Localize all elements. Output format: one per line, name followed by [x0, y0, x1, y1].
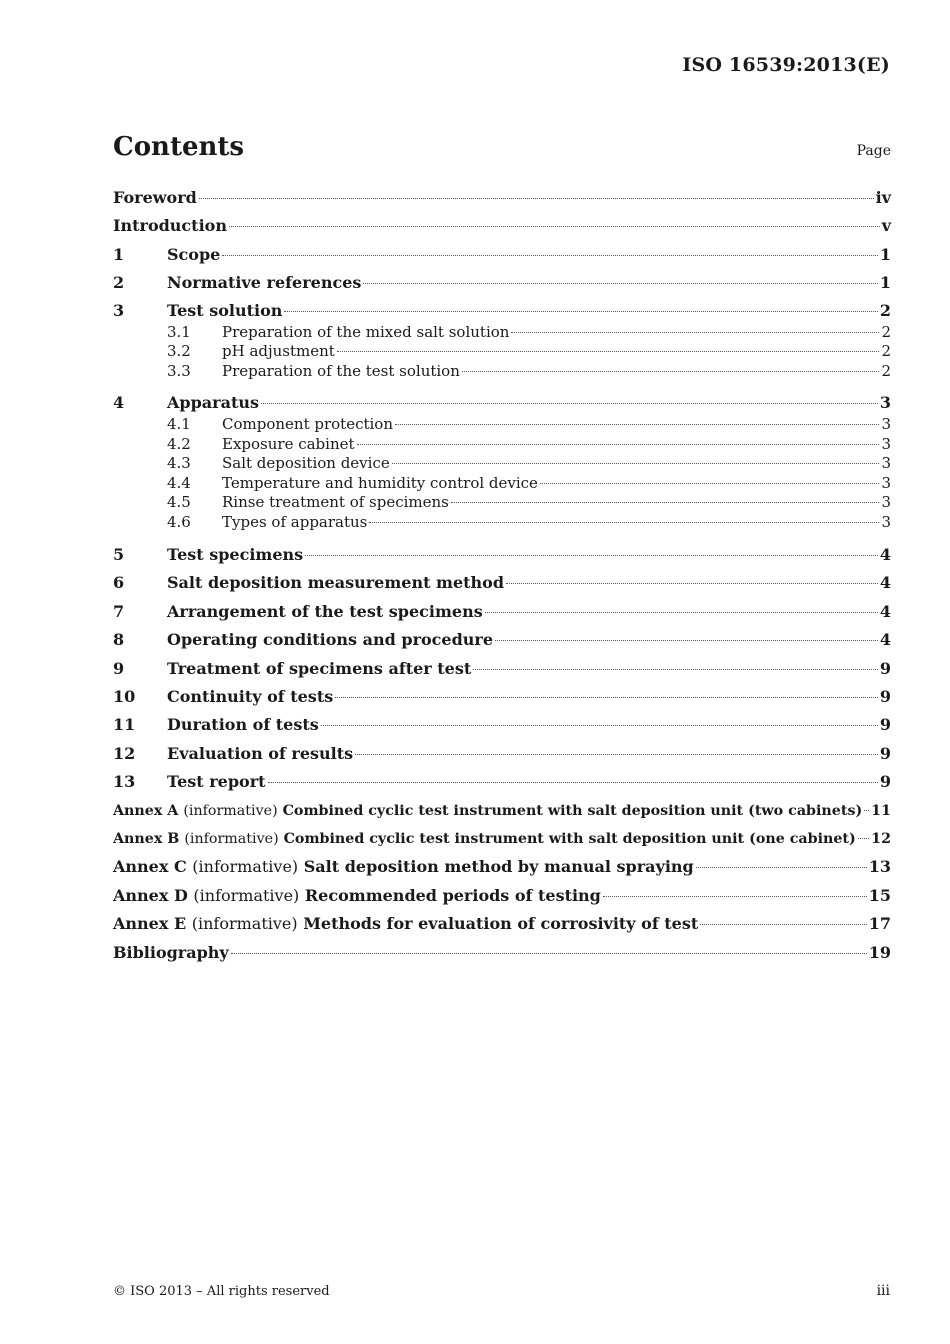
- toc-entry-page: 9: [879, 772, 891, 792]
- toc-entry-number: 4.4: [167, 473, 191, 492]
- toc-entry-title: Preparation of the mixed salt solution: [222, 322, 510, 341]
- toc-entry-evaluation[interactable]: [113, 740, 891, 768]
- annex-label: Annex D: [113, 885, 188, 905]
- contents-heading: Contents: [113, 132, 245, 162]
- toc-entry-treatment-after-test[interactable]: [113, 655, 891, 683]
- toc-subentry-component-protection[interactable]: [113, 415, 891, 435]
- dot-leader: [540, 483, 880, 484]
- toc-entry-number: 6: [113, 573, 125, 593]
- dot-leader: [603, 896, 867, 897]
- toc-entry-number: 8: [113, 630, 125, 650]
- toc-entry-title: Exposure cabinet: [222, 434, 355, 453]
- annex-label: Annex B: [113, 830, 180, 847]
- toc-entry-page: 4: [879, 573, 891, 593]
- toc-subentry-mixed-salt-solution[interactable]: [113, 323, 891, 343]
- toc-entry-page: 3: [881, 415, 891, 434]
- toc-entry-page: 4: [879, 545, 891, 565]
- toc-entry-title: Continuity of tests: [167, 687, 334, 707]
- toc-entry-page: 12: [871, 830, 891, 847]
- toc-entry-title: [113, 825, 856, 853]
- page-number: iii: [876, 1283, 890, 1299]
- toc-entry-title: Rinse treatment of specimens: [222, 493, 449, 512]
- dot-leader: [473, 669, 878, 670]
- toc-entry-page: 9: [879, 687, 891, 707]
- annex-type: (informative): [193, 885, 300, 905]
- dot-leader: [222, 255, 878, 256]
- dot-leader: [462, 371, 880, 372]
- toc-entry-page: 9: [879, 743, 891, 763]
- dot-leader: [199, 198, 874, 199]
- toc-subentry-exposure-cabinet[interactable]: [113, 435, 891, 455]
- dot-leader: [511, 332, 879, 333]
- toc-entry-page: 1: [879, 273, 891, 293]
- annex-title: Salt deposition method by manual spraying: [303, 857, 694, 877]
- toc-entry-number: 1: [113, 244, 125, 264]
- toc-entry-number: 3: [113, 300, 125, 320]
- toc-entry-number: 3.3: [167, 361, 191, 380]
- toc-entry-number: 4: [113, 393, 125, 413]
- toc-subentry-rinse-treatment[interactable]: [113, 493, 891, 513]
- toc-entry-number: 4.6: [167, 512, 191, 531]
- toc-entry-page: 4: [879, 601, 891, 621]
- dot-leader: [392, 463, 880, 464]
- toc-entry-title: Salt deposition measurement method: [167, 573, 505, 593]
- toc-entry-arrangement[interactable]: [113, 598, 891, 626]
- toc-subentry-ph-adjustment[interactable]: [113, 342, 891, 362]
- copyright-notice: © ISO 2013 – All rights reserved: [113, 1284, 330, 1299]
- toc-entry-test-solution[interactable]: [113, 298, 891, 323]
- dot-leader: [363, 283, 877, 284]
- toc-entry-title: Test report: [167, 772, 266, 792]
- toc-entry-title: Salt deposition device: [222, 454, 390, 473]
- toc-entry-operating-conditions[interactable]: [113, 626, 891, 654]
- toc-entry-annex-e[interactable]: [113, 910, 891, 938]
- toc-entry-annex-d[interactable]: [113, 882, 891, 910]
- annex-title: Combined cyclic test instrument with salt deposition unit (one cabinet): [283, 830, 856, 847]
- toc-entry-title: Normative references: [167, 273, 362, 293]
- toc-entry-page: 3: [881, 454, 891, 473]
- toc-entry-title: Bibliography: [113, 942, 229, 962]
- toc-entry-number: 4.2: [167, 434, 191, 453]
- toc-entry-page: 3: [881, 512, 891, 531]
- toc-entry-number: 9: [113, 658, 125, 678]
- dot-leader: [700, 924, 866, 925]
- toc-entry-title: Treatment of specimens after test: [167, 658, 472, 678]
- dot-leader: [357, 444, 880, 445]
- toc-entry-page: 19: [868, 942, 891, 962]
- toc-entry-title: Component protection: [222, 415, 393, 434]
- dot-leader: [231, 953, 867, 954]
- toc-entry-number: 4.5: [167, 493, 191, 512]
- toc-entry-number: 4.3: [167, 454, 191, 473]
- annex-label: Annex C: [113, 857, 187, 877]
- toc-entry-test-report[interactable]: [113, 768, 891, 796]
- dot-leader: [696, 867, 867, 868]
- toc-entry-title: Temperature and humidity control device: [222, 473, 538, 492]
- toc-entry-title: Foreword: [113, 188, 197, 207]
- toc-entry-title: Types of apparatus: [222, 512, 368, 531]
- toc-entry-page: 3: [881, 434, 891, 453]
- toc-entry-number: 10: [113, 687, 136, 707]
- toc-entry-foreword[interactable]: [113, 184, 891, 212]
- annex-type: (informative): [184, 830, 279, 847]
- toc-entry-title: Duration of tests: [167, 715, 319, 735]
- table-of-contents: [113, 184, 891, 967]
- toc-entry-title: Arrangement of the test specimens: [167, 601, 483, 621]
- dot-leader: [284, 311, 877, 312]
- toc-entry-title: [113, 797, 862, 825]
- toc-entry-page: 2: [879, 300, 891, 320]
- annex-title: Combined cyclic test instrument with salt deposition unit (two cabinets): [282, 802, 863, 819]
- toc-entry-normative-references[interactable]: [113, 269, 891, 297]
- toc-entry-test-specimens[interactable]: [113, 541, 891, 569]
- toc-entry-number: 2: [113, 273, 125, 293]
- toc-entry-number: 4.1: [167, 415, 191, 434]
- toc-entry-title: Test solution: [167, 300, 283, 320]
- toc-entry-page: 13: [868, 857, 891, 877]
- dot-leader: [485, 612, 878, 613]
- toc-entry-page: 3: [879, 393, 891, 413]
- toc-entry-annex-b[interactable]: [113, 825, 891, 853]
- toc-entry-page: 9: [879, 658, 891, 678]
- toc-entry-page: 9: [879, 715, 891, 735]
- toc-entry-number: 13: [113, 772, 136, 792]
- dot-leader: [395, 424, 879, 425]
- toc-entry-title: Preparation of the test solution: [222, 361, 460, 380]
- dot-leader: [229, 226, 880, 227]
- toc-subentry-salt-deposition-device[interactable]: [113, 454, 891, 474]
- toc-entry-title: pH adjustment: [222, 342, 335, 361]
- toc-entry-scope[interactable]: [113, 241, 891, 269]
- toc-subentry-temperature-humidity[interactable]: [113, 474, 891, 494]
- dot-leader: [506, 583, 878, 584]
- toc-entry-page: 17: [868, 914, 891, 934]
- annex-type: (informative): [191, 914, 298, 934]
- toc-entry-introduction[interactable]: [113, 212, 891, 240]
- toc-entry-title: Scope: [167, 244, 221, 264]
- annex-label: Annex E: [113, 914, 187, 934]
- toc-entry-page: 15: [868, 885, 891, 905]
- dot-leader: [495, 640, 878, 641]
- toc-entry-title: Evaluation of results: [167, 743, 354, 763]
- dot-leader: [268, 782, 878, 783]
- dot-leader: [261, 403, 878, 404]
- toc-entry-title: Introduction: [113, 216, 227, 236]
- toc-entry-bibliography[interactable]: [113, 939, 891, 967]
- dot-leader: [337, 351, 880, 352]
- annex-title: Recommended periods of testing: [304, 885, 601, 905]
- toc-entry-title: [113, 882, 601, 910]
- toc-entry-page: 1: [879, 244, 891, 264]
- toc-entry-title: Operating conditions and procedure: [167, 630, 494, 650]
- toc-entry-page: 3: [881, 473, 891, 492]
- toc-entry-number: 12: [113, 743, 136, 763]
- toc-entry-page: iv: [875, 188, 891, 207]
- dot-leader: [321, 725, 878, 726]
- page-column-label: Page: [856, 143, 891, 159]
- toc-entry-salt-deposition-measurement[interactable]: [113, 569, 891, 597]
- toc-entry-title: Test specimens: [167, 545, 304, 565]
- toc-entry-page: 2: [881, 342, 891, 361]
- toc-entry-page: 11: [871, 802, 891, 819]
- toc-entry-apparatus[interactable]: [113, 390, 891, 415]
- dot-leader: [864, 810, 869, 811]
- toc-subentry-types-of-apparatus[interactable]: [113, 513, 891, 533]
- document-id: ISO 16539:2013(E): [682, 54, 890, 76]
- toc-entry-page: 2: [881, 361, 891, 380]
- dot-leader: [305, 555, 878, 556]
- dot-leader: [858, 838, 869, 839]
- toc-entry-title: [113, 853, 694, 881]
- toc-entry-number: 5: [113, 545, 125, 565]
- toc-entry-title: Apparatus: [167, 393, 259, 413]
- dot-leader: [451, 502, 880, 503]
- toc-entry-number: 7: [113, 601, 125, 621]
- toc-entry-continuity[interactable]: [113, 683, 891, 711]
- toc-entry-annex-c[interactable]: [113, 853, 891, 881]
- toc-entry-page: 2: [881, 322, 891, 341]
- toc-entry-number: 3.2: [167, 342, 191, 361]
- dot-leader: [369, 522, 879, 523]
- toc-entry-number: 11: [113, 715, 136, 735]
- toc-entry-number: 3.1: [167, 322, 191, 341]
- toc-entry-page: 3: [881, 493, 891, 512]
- toc-subentry-test-solution-prep[interactable]: [113, 362, 891, 382]
- dot-leader: [335, 697, 878, 698]
- annex-type: (informative): [183, 802, 278, 819]
- toc-entry-duration[interactable]: [113, 711, 891, 739]
- toc-entry-annex-a[interactable]: [113, 797, 891, 825]
- annex-type: (informative): [192, 857, 299, 877]
- annex-title: Methods for evaluation of corrosivity of test: [303, 914, 699, 934]
- annex-label: Annex A: [113, 802, 179, 819]
- toc-entry-page: v: [881, 216, 891, 236]
- toc-entry-page: 4: [879, 630, 891, 650]
- toc-entry-title: [113, 910, 698, 938]
- dot-leader: [355, 754, 878, 755]
- contents-header: [113, 132, 891, 162]
